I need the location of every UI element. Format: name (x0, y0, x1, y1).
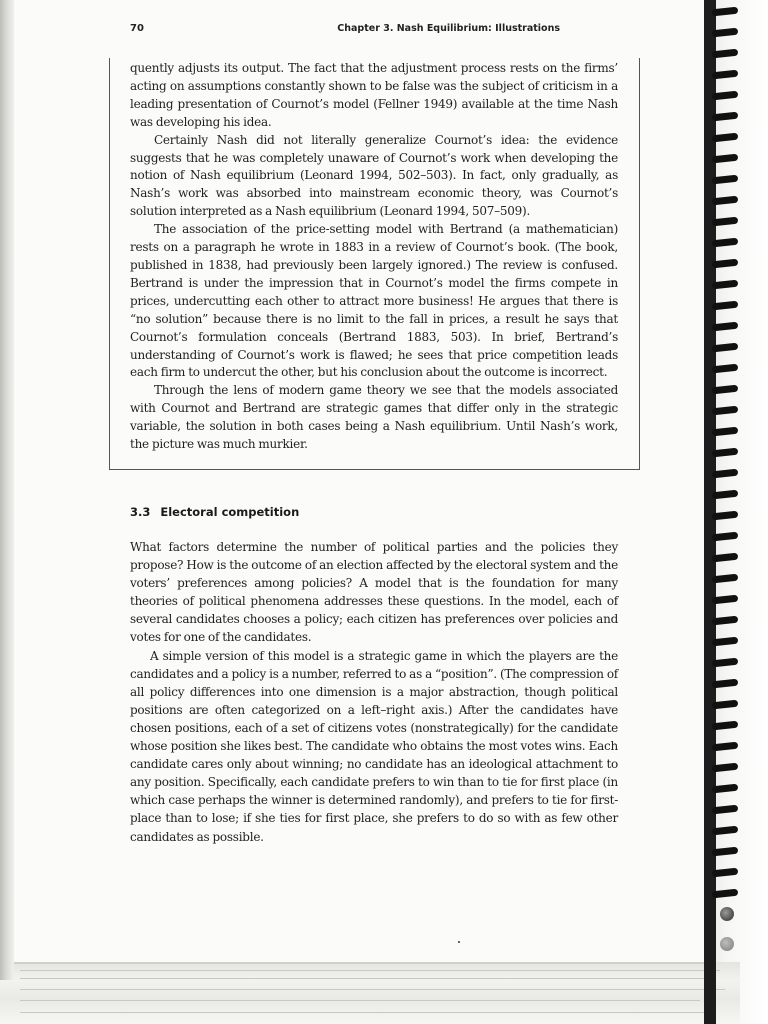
body-paragraph: A simple version of this model is a strategic game in which the players are the candidates and a policy is a number, referred to as a “position”. (The compression of all policy differences into one dimension is a major abstraction, though political positions are often categorized on a left–right axis.) After the candidates have chosen positions, each of a set of citizens votes (nonstrategically) for the candidate whose position she likes best. The candidate who obtains the most votes wins. Each candidate cares only about winning; no candidate has an ideological attachment to any position. Specifically, each candidate prefers to win than to tie for first place (in which case perhaps the winner is determined randomly), and prefers to tie for first-place than to lose; if she ties for first place, she prefers to do so with as few other candidates as possible. (130, 648, 618, 844)
box-paragraph: The association of the price-setting model with Bertrand (a mathematician) rests on a paragraph he wrote in 1883 in a review of Cournot’s book. (The book, published in 1838, had previously been largely ignored.) The review is confused. Bertrand is under the impression that in Cournot’s model the firms compete in prices, undercutting each other to attract more business! He argues that there is “no solution” because there is no limit to the fall in prices, a result he says that Cournot’s formulation conceals (Bertrand 1883, 503). In brief, Bertrand’s understanding of Cournot’s work is flawed; he sees that price competition leads each firm to undercut the other, but his conclusion about the outcome is incorrect. (130, 222, 618, 380)
box-paragraph: Certainly Nash did not literally generalize Cournot’s idea: the evidence suggests that he was completely unaware of Cournot’s work when developing the notion of Nash equilibrium (Leonard 1994, 502–503). In fact, only gradually, as Nash’s work was absorbed into mainstream economic theory, was Cournot’s solution interpreted as a Nash equilibrium (Leonard 1994, 507–509). (130, 132, 618, 219)
binding-screw (720, 907, 734, 921)
section-number: 3.3 (130, 505, 151, 519)
section-body (130, 538, 618, 846)
section-title: Electoral competition (160, 505, 300, 519)
page-stack (0, 962, 740, 1024)
page-number: 70 (130, 23, 144, 34)
box-paragraph: quently adjusts its output. The fact that the adjustment process rests on the firms’ acting on assumptions constantly shown to be false was the subject of criticism in a leading presentation of Cournot’s model (Fellner 1949) available at the time Nash was developing his idea. (130, 61, 618, 129)
page-edge-shadow (0, 0, 14, 980)
binding-screw (720, 937, 734, 951)
section-heading (130, 505, 299, 519)
scan-speck (458, 941, 460, 943)
running-header: Chapter 3. Nash Equilibrium: Illustrations (337, 23, 560, 34)
box-paragraph: Through the lens of modern game theory we see that the models associated with Cournot and Bertrand are strategic games that differ only in the strategic variable, the solution in both cases being a Nash equilibrium. Until Nash’s work, the picture was much murkier. (130, 383, 618, 452)
boxed-note (130, 60, 618, 454)
body-paragraph: What factors determine the number of political parties and the policies they propose? How is the outcome of an election affected by the electoral system and the voters’ preferences among policies? A model that is the foundation for many theories of political phenomena addresses these questions. In the model, each of several candidates chooses a policy; each citizen has preferences over policies and votes for one of the candidates. (130, 540, 618, 645)
